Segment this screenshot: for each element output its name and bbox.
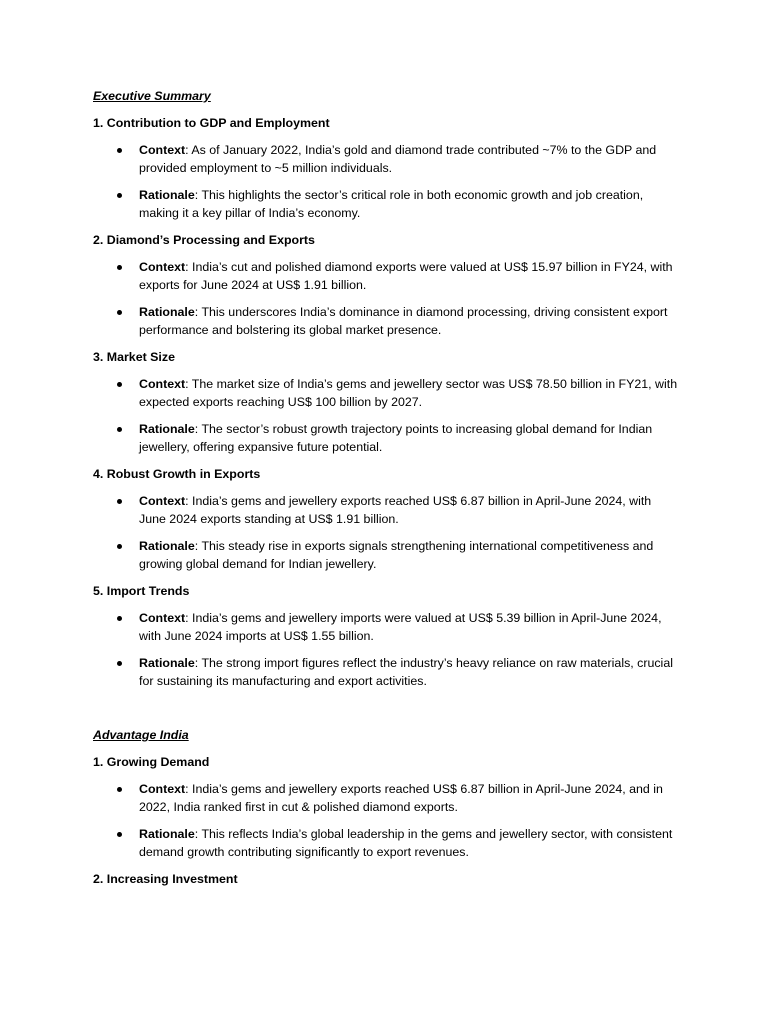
topic-bullets: [93, 258, 678, 339]
topic-export-growth: [93, 465, 678, 573]
context-label: Context: [139, 260, 186, 274]
bullet-context: Context: The market size of India’s gems and jewellery sector was US$ 78.50 billion in FY21, with expected exports reaching US$ 100 billion by 2027.: [139, 377, 678, 409]
context-label: Context: [139, 377, 186, 391]
topic-bullets: [93, 609, 678, 690]
topic-growing-demand: [93, 753, 678, 861]
topic-gdp-employment: [93, 114, 678, 222]
context-text: India’s gems and jewellery exports reached US$ 6.87 billion in April-June 2024, with June 2024 exports standing at US$ 1.91 billion.: [139, 494, 652, 526]
context-text: India’s gems and jewellery exports reached US$ 6.87 billion in April-June 2024, and in 2022, India ranked first in cut & polished diamond exports.: [139, 782, 663, 814]
bullet-rationale: Rationale: The sector’s robust growth trajectory points to increasing global demand for Indian jewellery, offering expansive future potential.: [139, 420, 678, 456]
rationale-text: The sector’s robust growth trajectory points to increasing global demand for Indian jewellery, offering expansive future potential.: [139, 422, 653, 454]
topic-heading: 1. Contribution to GDP and Employment: [93, 116, 330, 130]
rationale-label: Rationale: [139, 305, 195, 319]
section-advantage-india: [93, 726, 678, 888]
context-text: As of January 2022, India’s gold and diamond trade contributed ~7% to the GDP and provided employment to ~5 million individuals.: [139, 143, 657, 175]
section-title: Advantage India: [93, 728, 189, 742]
section-title: Executive Summary: [93, 89, 211, 103]
rationale-text: This reflects India’s global leadership in the gems and jewellery sector, with consistent demand growth contributing significantly to export revenues.: [139, 827, 673, 859]
bullet-context: Context: As of January 2022, India’s gold and diamond trade contributed ~7% to the GDP and provided employment to ~5 million individuals.: [139, 141, 678, 177]
context-text: India’s gems and jewellery imports were valued at US$ 5.39 billion in April-June 2024, with June 2024 imports at US$ 1.55 billion.: [139, 611, 662, 643]
topic-increasing-investment: [93, 870, 678, 888]
topic-heading: 5. Import Trends: [93, 584, 190, 598]
topic-heading: 4. Robust Growth in Exports: [93, 467, 261, 481]
topic-heading: 3. Market Size: [93, 350, 175, 364]
topic-heading: 2. Increasing Investment: [93, 872, 238, 886]
bullet-context: Context: India’s gems and jewellery exports reached US$ 6.87 billion in April-June 2024, and in 2022, India ranked first in cut & polished diamond exports.: [139, 780, 678, 816]
rationale-label: Rationale: [139, 422, 195, 436]
context-label: Context: [139, 782, 186, 796]
bullet-rationale: Rationale: The strong import figures reflect the industry’s heavy reliance on raw materials, crucial for sustaining its manufacturing and export activities.: [139, 654, 678, 690]
topic-bullets: [93, 375, 678, 456]
context-label: Context: [139, 494, 186, 508]
topic-heading: 1. Growing Demand: [93, 755, 210, 769]
context-label: Context: [139, 611, 186, 625]
context-text: The market size of India’s gems and jewellery sector was US$ 78.50 billion in FY21, with expected exports reaching US$ 100 billion by 2027.: [139, 377, 678, 409]
bullet-rationale: Rationale: This steady rise in exports signals strengthening international competitiveness and growing global demand for Indian jewellery.: [139, 537, 678, 573]
context-text: India’s cut and polished diamond exports were valued at US$ 15.97 billion in FY24, with exports for June 2024 at US$ 1.91 billion.: [139, 260, 673, 292]
topic-bullets: [93, 780, 678, 861]
bullet-rationale: Rationale: This underscores India’s dominance in diamond processing, driving consistent export performance and bolstering its global market presence.: [139, 303, 678, 339]
rationale-label: Rationale: [139, 539, 195, 553]
topic-diamond-processing: [93, 231, 678, 339]
bullet-context: Context: India’s cut and polished diamond exports were valued at US$ 15.97 billion in FY24, with exports for June 2024 at US$ 1.91 billion.: [139, 258, 678, 294]
rationale-text: This steady rise in exports signals strengthening international competitiveness and growing global demand for Indian jewellery.: [139, 539, 654, 571]
bullet-rationale: Rationale: This highlights the sector’s critical role in both economic growth and job creation, making it a key pillar of India’s economy.: [139, 186, 678, 222]
rationale-label: Rationale: [139, 827, 195, 841]
topic-bullets: [93, 492, 678, 573]
section-executive-summary: [93, 87, 678, 690]
rationale-label: Rationale: [139, 656, 195, 670]
bullet-context: Context: India’s gems and jewellery imports were valued at US$ 5.39 billion in April-June 2024, with June 2024 imports at US$ 1.55 billion.: [139, 609, 678, 645]
section-spacer: [93, 699, 678, 726]
topic-bullets: [93, 141, 678, 222]
rationale-text: This underscores India’s dominance in diamond processing, driving consistent export performance and bolstering its global market presence.: [139, 305, 668, 337]
rationale-label: Rationale: [139, 188, 195, 202]
topic-import-trends: [93, 582, 678, 690]
bullet-rationale: Rationale: This reflects India’s global leadership in the gems and jewellery sector, with consistent demand growth contributing significantly to export revenues.: [139, 825, 678, 861]
context-label: Context: [139, 143, 186, 157]
bullet-context: Context: India’s gems and jewellery exports reached US$ 6.87 billion in April-June 2024, with June 2024 exports standing at US$ 1.91 billion.: [139, 492, 678, 528]
topic-market-size: [93, 348, 678, 456]
rationale-text: The strong import figures reflect the industry’s heavy reliance on raw materials, crucial for sustaining its manufacturing and export activities.: [139, 656, 673, 688]
topic-heading: 2. Diamond’s Processing and Exports: [93, 233, 315, 247]
rationale-text: This highlights the sector’s critical role in both economic growth and job creation, making it a key pillar of India’s economy.: [139, 188, 644, 220]
